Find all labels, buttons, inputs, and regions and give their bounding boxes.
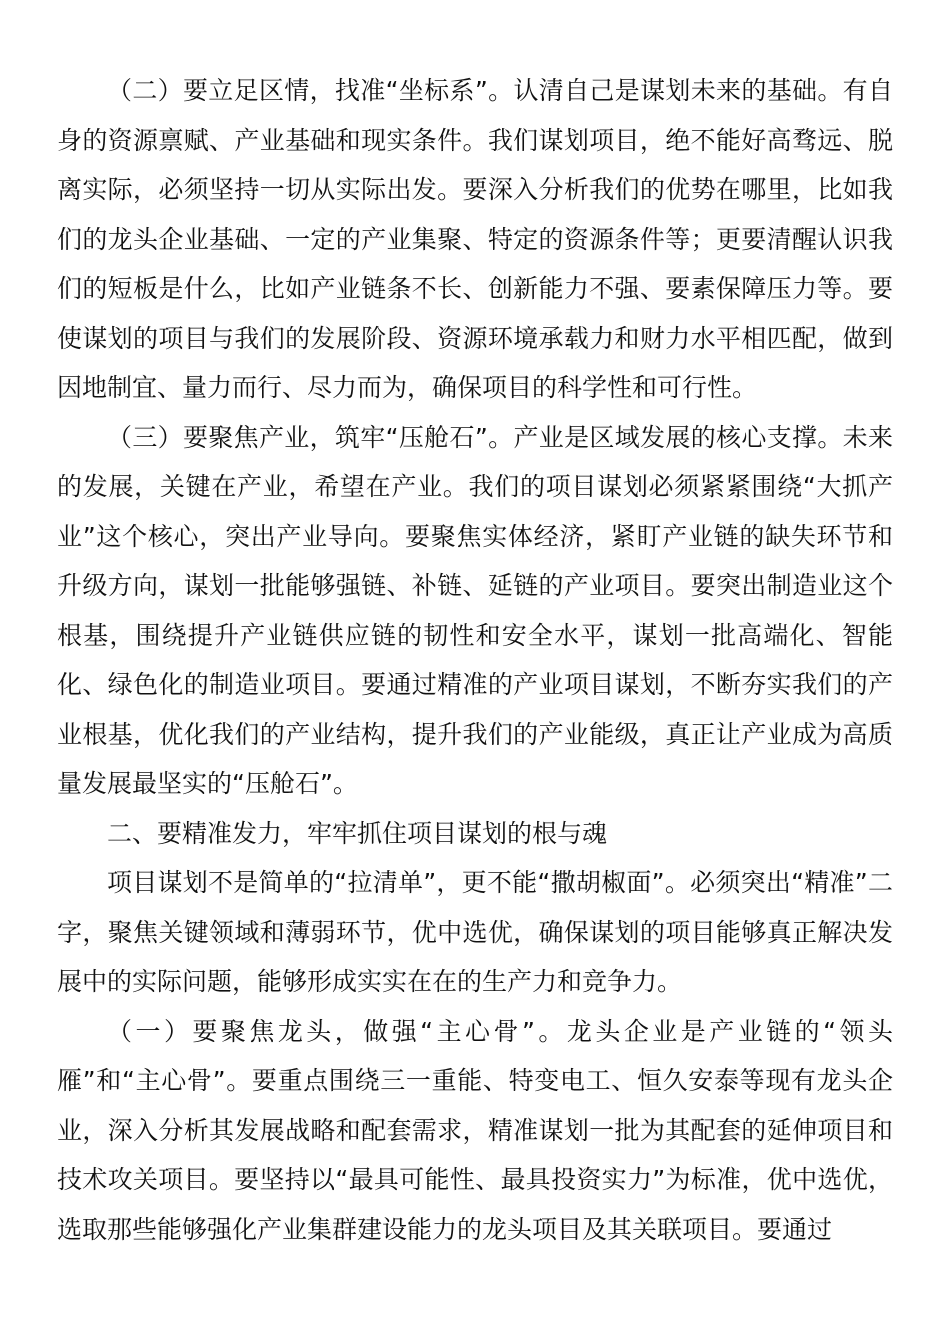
paragraph-leading-enterprises: （一）要聚焦龙头，做强“主心骨”。龙头企业是产业链的“领头雁”和“主心骨”。要重点围绕三一重能、特变电工、恒久安泰等现有龙头企业，深入分析其发展战略和配套需求，精准谋划一批为其配套的延伸项目和技术攻关项目。要坚持以“最具可能性、最具投资实力”为标准，优中选优，选取那些能够强化产业集群建设能力的龙头项目及其关联项目。要通过 xyxy=(57,1016,893,1244)
section-heading-precision: 二、要精准发力，牢牢抓住项目谋划的根与魂 xyxy=(107,818,608,848)
paragraph-industry-ballast: （三）要聚焦产业，筑牢“压舱石”。产业是区域发展的核心支撑。未来的发展，关键在产业，希望在产业。我们的项目谋划必须紧紧围绕“大抓产业”这个核心，突出产业导向。要聚焦实体经济，紧盯产业链的缺失环节和升级方向，谋划一批能够强链、补链、延链的产业项目。要突出制造业这个根基，围绕提升产业链供应链的韧性和安全水平，谋划一批高端化、智能化、绿色化的制造业项目。要通过精准的产业项目谋划，不断夯实我们的产业根基，优化我们的产业结构，提升我们的产业能级，真正让产业成为高质量发展最坚实的“压舱石”。 xyxy=(57,422,893,798)
paragraph-regional-coordinates: （二）要立足区情，找准“坐标系”。认清自己是谋划未来的基础。有自身的资源禀赋、产业基础和现实条件。我们谋划项目，绝不能好高骛远、脱离实际，必须坚持一切从实际出发。要深入分析我们的优势在哪里，比如我们的龙头企业基础、一定的产业集聚、特定的资源条件等；更要清醒认识我们的短板是什么，比如产业链条不长、创新能力不强、要素保障压力等。要使谋划的项目与我们的发展阶段、资源环境承载力和财力水平相匹配，做到因地制宜、量力而行、尽力而为，确保项目的科学性和可行性。 xyxy=(57,76,893,402)
document-page xyxy=(57,66,893,1254)
paragraph-precision-intro: 项目谋划不是简单的“拉清单”，更不能“撒胡椒面”。必须突出“精准”二字，聚焦关键领域和薄弱环节，优中选优，确保谋划的项目能够真正解决发展中的实际问题，能够形成实实在在的生产力和竞争力。 xyxy=(57,868,893,996)
